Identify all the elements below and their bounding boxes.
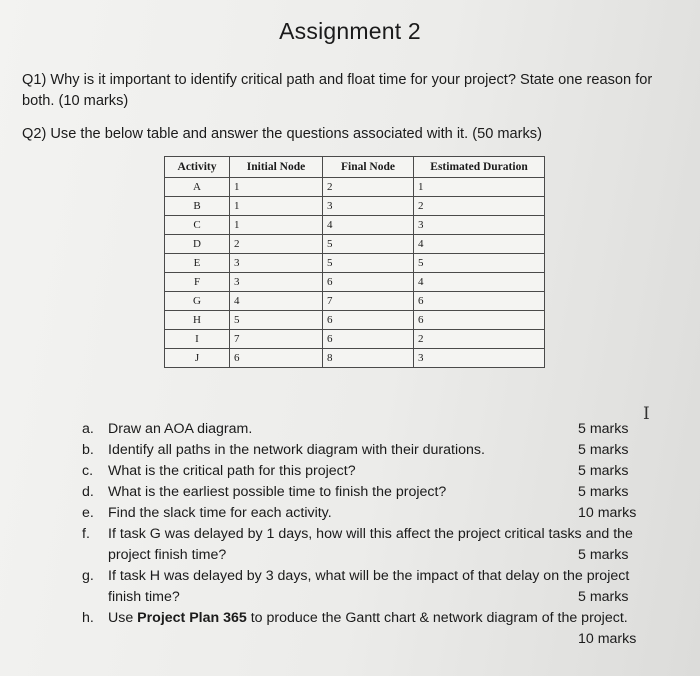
header-estimated-duration: Estimated Duration bbox=[414, 157, 545, 178]
cell-final-node: 6 bbox=[323, 273, 414, 292]
table-row bbox=[165, 330, 545, 349]
item-text-line-1: If task G was delayed by 1 days, how will this affect the project critical tasks and the bbox=[108, 526, 633, 542]
cell-final-node: 4 bbox=[323, 216, 414, 235]
header-activity: Activity bbox=[165, 157, 230, 178]
cell-final-node: 3 bbox=[323, 197, 414, 216]
item-marks: 5 marks bbox=[578, 421, 629, 437]
item-text: Identify all paths in the network diagram with their durations. bbox=[108, 442, 485, 458]
item-text: Find the slack time for each activity. bbox=[108, 505, 332, 521]
list-item bbox=[82, 566, 674, 608]
cell-activity: A bbox=[165, 178, 230, 197]
item-text-line-1: If task H was delayed by 3 days, what will be the impact of that delay on the project bbox=[108, 568, 630, 584]
item-text bbox=[108, 608, 674, 629]
table-row bbox=[165, 178, 545, 197]
item-text-pre: Use bbox=[108, 610, 138, 626]
item-label: a. bbox=[82, 421, 94, 437]
list-item bbox=[82, 482, 674, 503]
cell-duration: 4 bbox=[414, 235, 545, 254]
cell-final-node: 6 bbox=[323, 330, 414, 349]
item-marks: 5 marks bbox=[578, 442, 629, 458]
cell-initial-node: 2 bbox=[230, 235, 323, 254]
cell-initial-node: 3 bbox=[230, 273, 323, 292]
table-header-row bbox=[165, 157, 545, 178]
item-label: e. bbox=[82, 505, 94, 521]
question-2: Q2) Use the below table and answer the questions associated with it. (50 marks) bbox=[22, 126, 542, 142]
cell-activity: H bbox=[165, 311, 230, 330]
table-row bbox=[165, 349, 545, 368]
cell-initial-node: 5 bbox=[230, 311, 323, 330]
item-text: What is the earliest possible time to finish the project? bbox=[108, 484, 447, 500]
cell-activity: B bbox=[165, 197, 230, 216]
cell-initial-node: 1 bbox=[230, 197, 323, 216]
cell-activity: D bbox=[165, 235, 230, 254]
cell-duration: 1 bbox=[414, 178, 545, 197]
list-item bbox=[82, 524, 674, 566]
cell-initial-node: 1 bbox=[230, 178, 323, 197]
table-row bbox=[165, 273, 545, 292]
list-item bbox=[82, 608, 674, 650]
question-1: Q1) Why is it important to identify critical path and float time for your project? State one reason for both. (10 marks) bbox=[22, 72, 653, 109]
item-marks: 5 marks bbox=[578, 484, 629, 500]
cell-activity: J bbox=[165, 349, 230, 368]
cell-final-node: 6 bbox=[323, 311, 414, 330]
item-marks: 10 marks bbox=[578, 631, 637, 647]
table-row bbox=[165, 311, 545, 330]
cell-duration: 3 bbox=[414, 216, 545, 235]
item-marks: 5 marks bbox=[578, 589, 629, 605]
item-label: h. bbox=[82, 610, 94, 626]
item-label: f. bbox=[82, 526, 90, 542]
cell-activity: F bbox=[165, 273, 230, 292]
cell-duration: 2 bbox=[414, 197, 545, 216]
item-marks: 5 marks bbox=[578, 463, 629, 479]
table-row bbox=[165, 254, 545, 273]
item-label: c. bbox=[82, 463, 94, 479]
cell-duration: 5 bbox=[414, 254, 545, 273]
item-text-line-2: finish time? bbox=[108, 589, 180, 605]
cell-initial-node: 7 bbox=[230, 330, 323, 349]
question-list bbox=[82, 419, 674, 650]
cell-duration: 6 bbox=[414, 292, 545, 311]
cell-activity: G bbox=[165, 292, 230, 311]
cell-duration: 2 bbox=[414, 330, 545, 349]
list-item bbox=[82, 440, 674, 461]
table-row bbox=[165, 292, 545, 311]
list-item bbox=[82, 503, 674, 524]
cell-initial-node: 6 bbox=[230, 349, 323, 368]
cell-initial-node: 1 bbox=[230, 216, 323, 235]
cell-activity: I bbox=[165, 330, 230, 349]
item-label: b. bbox=[82, 442, 94, 458]
cell-final-node: 8 bbox=[323, 349, 414, 368]
cell-activity: E bbox=[165, 254, 230, 273]
cell-duration: 4 bbox=[414, 273, 545, 292]
item-text: What is the critical path for this project? bbox=[108, 463, 356, 479]
item-label: g. bbox=[82, 568, 94, 584]
cell-final-node: 7 bbox=[323, 292, 414, 311]
cell-activity: C bbox=[165, 216, 230, 235]
item-marks: 5 marks bbox=[578, 547, 629, 563]
text-cursor-icon: I bbox=[643, 404, 650, 424]
table-row bbox=[165, 235, 545, 254]
table-row bbox=[165, 216, 545, 235]
list-item bbox=[82, 419, 674, 440]
item-label: d. bbox=[82, 484, 94, 500]
item-text: Draw an AOA diagram. bbox=[108, 421, 253, 437]
cell-duration: 3 bbox=[414, 349, 545, 368]
cell-initial-node: 4 bbox=[230, 292, 323, 311]
item-text-post: to produce the Gantt chart & network diagram of the project. bbox=[246, 610, 628, 626]
cell-duration: 6 bbox=[414, 311, 545, 330]
cell-initial-node: 3 bbox=[230, 254, 323, 273]
cell-final-node: 2 bbox=[323, 178, 414, 197]
tool-name: Project Plan 365 bbox=[137, 610, 247, 626]
list-item bbox=[82, 461, 674, 482]
cell-final-node: 5 bbox=[323, 235, 414, 254]
header-initial-node: Initial Node bbox=[230, 157, 323, 178]
table-row bbox=[165, 197, 545, 216]
item-marks: 10 marks bbox=[578, 505, 637, 521]
header-final-node: Final Node bbox=[323, 157, 414, 178]
page-title: Assignment 2 bbox=[279, 18, 421, 44]
cell-final-node: 5 bbox=[323, 254, 414, 273]
item-text-line-2: project finish time? bbox=[108, 547, 227, 563]
activity-table bbox=[164, 156, 545, 368]
